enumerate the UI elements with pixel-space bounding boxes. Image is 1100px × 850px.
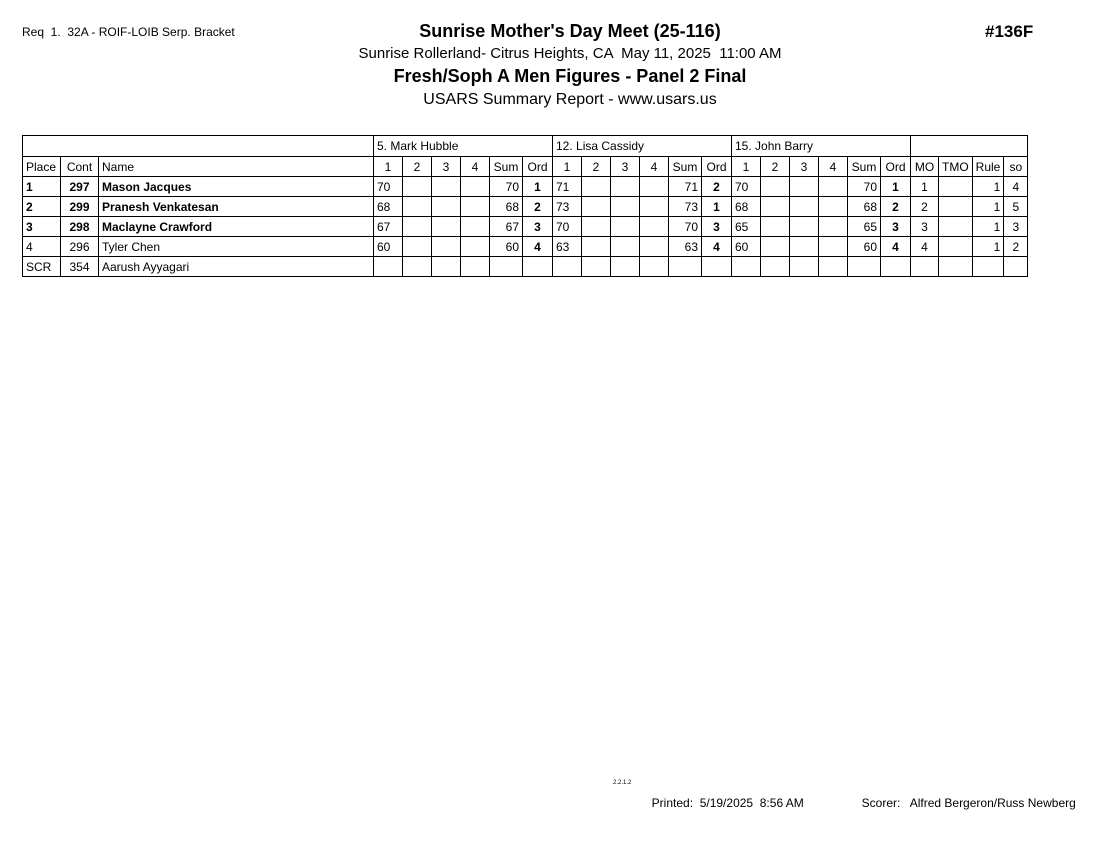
so-cell: 2: [1004, 237, 1028, 257]
score-cell: 60: [732, 237, 761, 257]
score-cell: [761, 257, 790, 277]
ordinal-cell: 3: [881, 217, 911, 237]
skater-name-cell: Mason Jacques: [99, 177, 374, 197]
judge-1-name: 5. Mark Hubble: [374, 136, 553, 157]
score-cell: [582, 177, 611, 197]
col-header-score1: 1: [553, 157, 582, 177]
col-header-place: Place: [23, 157, 61, 177]
col-header-score4: 4: [819, 157, 848, 177]
ordinal-cell: 4: [881, 237, 911, 257]
ordinal-cell: 1: [881, 177, 911, 197]
judge-header-spacer-left: [23, 136, 374, 157]
score-cell: [582, 217, 611, 237]
score-cell: 60: [374, 237, 403, 257]
sum-cell: [669, 257, 702, 277]
results-table: [22, 135, 1028, 277]
score-cell: [819, 237, 848, 257]
ordinal-cell: [523, 257, 553, 277]
so-cell: 5: [1004, 197, 1028, 217]
score-cell: [819, 197, 848, 217]
score-cell: [461, 257, 490, 277]
printed-spacer: [693, 796, 700, 810]
table-row: [23, 177, 1028, 197]
ordinal-cell: [702, 257, 732, 277]
majority-ordinal-cell: 2: [911, 197, 939, 217]
score-cell: [582, 257, 611, 277]
place-cell: 3: [23, 217, 61, 237]
col-header-sum: Sum: [490, 157, 523, 177]
tmo-cell: [939, 257, 973, 277]
score-cell: [432, 177, 461, 197]
skater-name-cell: Pranesh Venkatesan: [99, 197, 374, 217]
score-cell: [432, 217, 461, 237]
rule-cell: [972, 257, 1004, 277]
score-cell: [461, 177, 490, 197]
meet-title: Sunrise Mother's Day Meet (25-116): [419, 21, 721, 41]
score-cell: [640, 197, 669, 217]
col-header-score2: 2: [761, 157, 790, 177]
score-cell: 73: [553, 197, 582, 217]
tmo-cell: [939, 237, 973, 257]
ordinal-cell: 4: [523, 237, 553, 257]
score-cell: [640, 177, 669, 197]
judge-3-name: 15. John Barry: [732, 136, 911, 157]
score-cell: 67: [374, 217, 403, 237]
score-cell: 71: [553, 177, 582, 197]
ordinal-cell: 2: [523, 197, 553, 217]
score-cell: [640, 257, 669, 277]
judge-header-row: [23, 136, 1028, 157]
event-number: #136F: [985, 22, 1034, 41]
printed-label: Printed:: [651, 796, 694, 810]
sum-cell: 73: [669, 197, 702, 217]
sum-cell: 68: [490, 197, 523, 217]
table-row: [23, 257, 1028, 277]
score-cell: [819, 257, 848, 277]
printed-timestamp: [645, 782, 804, 810]
rule-cell: 1: [972, 177, 1004, 197]
col-header-ord: Ord: [881, 157, 911, 177]
ordinal-cell: 3: [523, 217, 553, 237]
cont-number-cell: 296: [61, 237, 99, 257]
score-cell: [761, 217, 790, 237]
sum-cell: 63: [669, 237, 702, 257]
ordinal-cell: 4: [702, 237, 732, 257]
score-cell: [790, 197, 819, 217]
so-cell: [1004, 257, 1028, 277]
score-cell: 68: [374, 197, 403, 217]
table-row: [23, 237, 1028, 257]
score-cell: [790, 217, 819, 237]
majority-ordinal-cell: 1: [911, 177, 939, 197]
so-cell: 4: [1004, 177, 1028, 197]
sum-cell: 68: [848, 197, 881, 217]
place-cell: 2: [23, 197, 61, 217]
skater-name-cell: Maclayne Crawford: [99, 217, 374, 237]
event-title: Fresh/Soph A Men Figures - Panel 2 Final: [393, 66, 747, 86]
col-header-tmo: TMO: [939, 157, 973, 177]
rule-cell: 1: [972, 197, 1004, 217]
score-cell: [611, 217, 640, 237]
ordinal-cell: 1: [702, 197, 732, 217]
tmo-cell: [939, 217, 973, 237]
skater-name-cell: Tyler Chen: [99, 237, 374, 257]
ordinal-cell: 2: [702, 177, 732, 197]
score-cell: [403, 257, 432, 277]
ordinal-cell: 2: [881, 197, 911, 217]
tmo-cell: [939, 177, 973, 197]
score-cell: [790, 177, 819, 197]
sum-cell: 65: [848, 217, 881, 237]
rule-cell: 1: [972, 237, 1004, 257]
majority-ordinal-cell: 4: [911, 237, 939, 257]
col-header-sum: Sum: [669, 157, 702, 177]
sum-cell: [848, 257, 881, 277]
col-header-name: Name: [99, 157, 374, 177]
tmo-cell: [939, 197, 973, 217]
score-cell: 68: [732, 197, 761, 217]
score-cell: [461, 217, 490, 237]
scorer-label: Scorer:: [861, 796, 901, 810]
col-header-score2: 2: [582, 157, 611, 177]
score-cell: [403, 217, 432, 237]
column-header-row: [23, 157, 1028, 177]
score-cell: [761, 237, 790, 257]
sum-cell: 70: [669, 217, 702, 237]
col-header-rule: Rule: [972, 157, 1004, 177]
scorer-credit: [855, 782, 1076, 810]
software-version: 2.2.1.2: [613, 780, 632, 786]
place-cell: 1: [23, 177, 61, 197]
col-header-score1: 1: [374, 157, 403, 177]
score-cell: [403, 177, 432, 197]
sum-cell: [490, 257, 523, 277]
score-cell: [461, 197, 490, 217]
col-header-cont: Cont: [61, 157, 99, 177]
score-cell: [819, 217, 848, 237]
score-cell: [790, 257, 819, 277]
score-cell: 65: [732, 217, 761, 237]
cont-number-cell: 354: [61, 257, 99, 277]
skater-name-cell: Aarush Ayyagari: [99, 257, 374, 277]
score-cell: [582, 197, 611, 217]
score-cell: 70: [732, 177, 761, 197]
requirement-label: Req 1. 32A - ROIF-LOIB Serp. Bracket: [22, 25, 235, 39]
scorer-value: Alfred Bergeron/Russ Newberg: [909, 796, 1076, 810]
score-cell: [611, 237, 640, 257]
place-cell: SCR: [23, 257, 61, 277]
score-cell: [819, 177, 848, 197]
score-cell: [761, 177, 790, 197]
majority-ordinal-cell: [911, 257, 939, 277]
score-cell: [761, 197, 790, 217]
ordinal-cell: 1: [523, 177, 553, 197]
col-header-score3: 3: [611, 157, 640, 177]
score-cell: [611, 257, 640, 277]
score-cell: [403, 197, 432, 217]
score-cell: [611, 177, 640, 197]
table-row: [23, 217, 1028, 237]
scorer-spacer: [900, 796, 909, 810]
judge-header-spacer-right: [911, 136, 1028, 157]
score-cell: [553, 257, 582, 277]
cont-number-cell: 297: [61, 177, 99, 197]
table-row: [23, 197, 1028, 217]
col-header-score3: 3: [432, 157, 461, 177]
printed-value: 5/19/2025 8:56 AM: [699, 796, 804, 810]
score-cell: [432, 197, 461, 217]
score-cell: [732, 257, 761, 277]
cont-number-cell: 299: [61, 197, 99, 217]
sum-cell: 70: [848, 177, 881, 197]
so-cell: 3: [1004, 217, 1028, 237]
score-cell: [582, 237, 611, 257]
judge-2-name: 12. Lisa Cassidy: [553, 136, 732, 157]
score-cell: [432, 257, 461, 277]
score-cell: [640, 217, 669, 237]
score-cell: [611, 197, 640, 217]
col-header-score4: 4: [640, 157, 669, 177]
col-header-sum: Sum: [848, 157, 881, 177]
col-header-mo: MO: [911, 157, 939, 177]
col-header-score3: 3: [790, 157, 819, 177]
results-tbody: [23, 177, 1028, 277]
sum-cell: 60: [848, 237, 881, 257]
sum-cell: 60: [490, 237, 523, 257]
score-cell: [403, 237, 432, 257]
col-header-score4: 4: [461, 157, 490, 177]
col-header-ord: Ord: [702, 157, 732, 177]
score-cell: [374, 257, 403, 277]
majority-ordinal-cell: 3: [911, 217, 939, 237]
score-cell: 70: [374, 177, 403, 197]
sum-cell: 71: [669, 177, 702, 197]
rule-cell: 1: [972, 217, 1004, 237]
ordinal-cell: 3: [702, 217, 732, 237]
report-header: [40, 21, 1100, 109]
score-cell: [432, 237, 461, 257]
venue-date-line: Sunrise Rollerland- Citrus Heights, CA May 11, 2025 11:00 AM: [358, 45, 782, 62]
score-cell: [461, 237, 490, 257]
sum-cell: 70: [490, 177, 523, 197]
sum-cell: 67: [490, 217, 523, 237]
place-cell: 4: [23, 237, 61, 257]
col-header-score2: 2: [403, 157, 432, 177]
score-cell: [640, 237, 669, 257]
col-header-score1: 1: [732, 157, 761, 177]
score-cell: [790, 237, 819, 257]
cont-number-cell: 298: [61, 217, 99, 237]
report-type-line: USARS Summary Report - www.usars.us: [423, 91, 717, 108]
col-header-ord: Ord: [523, 157, 553, 177]
col-header-so: so: [1004, 157, 1028, 177]
score-cell: 70: [553, 217, 582, 237]
score-cell: 63: [553, 237, 582, 257]
ordinal-cell: [881, 257, 911, 277]
